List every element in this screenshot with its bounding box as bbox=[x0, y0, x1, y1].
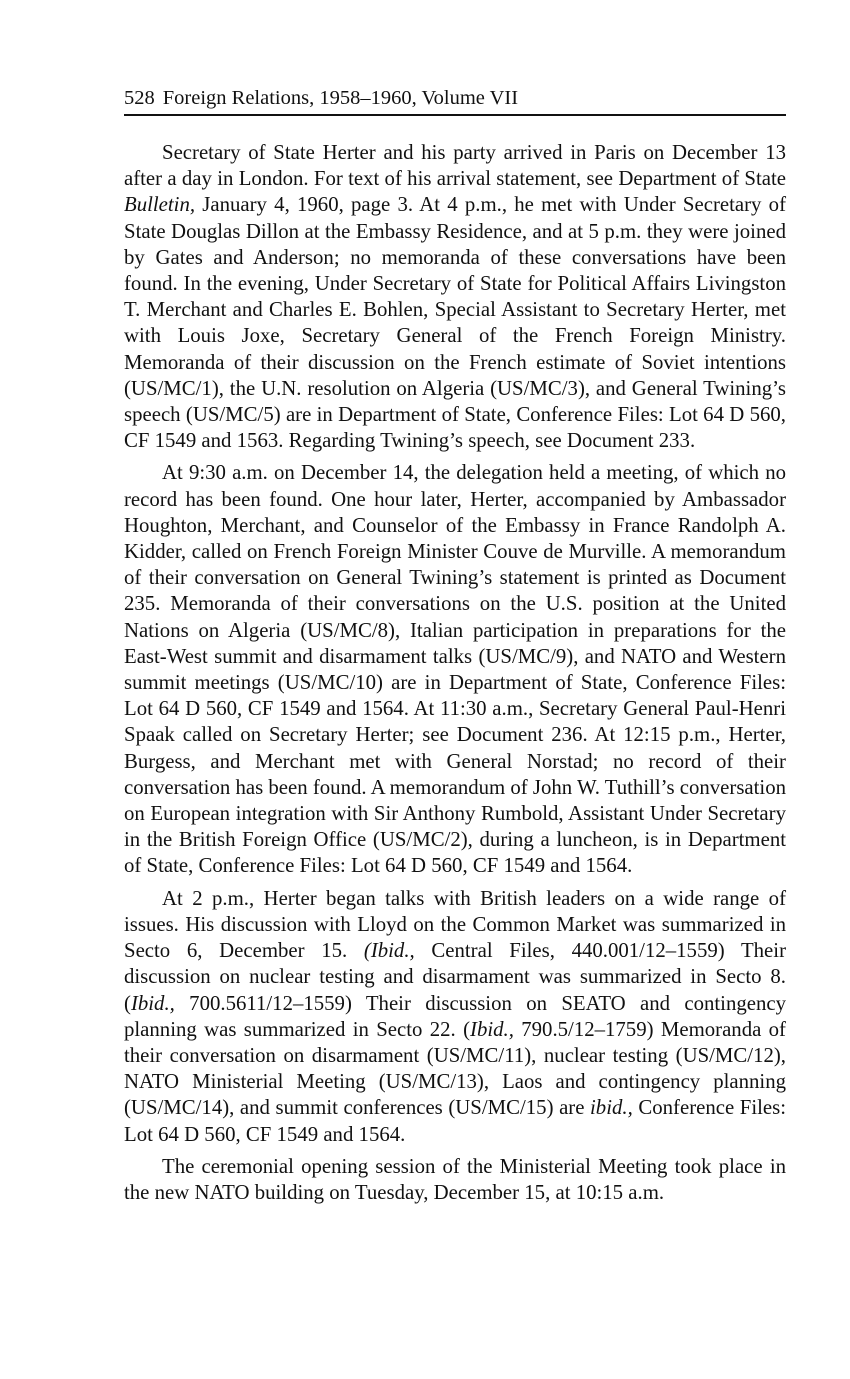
running-header bbox=[124, 84, 786, 116]
text-segment: Central Files, 440.001/12–1559) Their discussion on nuclear testing and disarmament was summarized in Secto 8. ( bbox=[124, 939, 786, 1015]
text-segment: At 2 p.m., Herter began talks with British leaders on a wide range of issues. His discussion with Lloyd on the Common Market was summarized in Secto 6, December 15. bbox=[124, 886, 786, 963]
text-segment: 790.5/12–1759) Memoranda of their conversation on disarmament (US/MC/11), nuclear testing (US/MC/12), NATO Ministerial Meeting (US/MC/13), Laos and contingency planning (US/MC/14), and summit conferences (US/MC/15) are bbox=[124, 1017, 786, 1120]
italic-text-segment: Bulletin, bbox=[124, 193, 196, 217]
paragraph bbox=[124, 460, 786, 879]
text-segment: January 4, 1960, page 3. At 4 p.m., he met with Under Secretary of State Douglas Dillon at the Embassy Residence, and at 5 p.m. they were joined by Gates and Anderson; no memoranda of these conversations have been found. In the evening, Under Secretary of State for Political Affairs Livingston T. Merchant and Charles E. Bohlen, Special Assistant to Secretary Herter, met with Louis Joxe, Secretary General of the French Foreign Ministry. Memoranda of their discussion on the French estimate of Soviet intentions (US/MC/1), the U.N. resolution on Algeria (US/MC/3), and General Twining’s speech (US/MC/5) are in Department of State, Conference Files: Lot 64 D 560, CF 1549 and 1563. Regarding Twining’s speech, see Document 233. bbox=[124, 193, 786, 453]
italic-text-segment: ibid., bbox=[590, 1096, 633, 1120]
document-page bbox=[124, 84, 786, 1212]
text-segment: At 9:30 a.m. on December 14, the delegation held a meeting, of which no record has been found. One hour later, Herter, accompanied by Ambassador Houghton, Merchant, and Counselor of the Embassy in France Randolph A. Kidder, called on French Foreign Minister Couve de Murville. A memorandum of their conversation on General Twining’s statement is printed as Document 235. Memoranda of their conversations on the U.S. position at the United Nations on Algeria (US/MC/8), Italian participation in preparations for the East-West summit and disarmament talks (US/MC/9), and NATO and Western summit meetings (US/MC/10) are in Department of State, Conference Files: Lot 64 D 560, CF 1549 and 1564. At 11:30 a.m., Secretary General Paul-Henri Spaak called on Secretary Herter; see Document 236. At 12:15 p.m., Herter, Burgess, and Merchant met with General Norstad; no record of their conversation has been found. A memorandum of John W. Tuthill’s conversation on European integration with Sir Anthony Rumbold, Assistant Under Secretary in the British Foreign Office (US/MC/2), during a luncheon, is in Department of State, Conference Files: Lot 64 D 560, CF 1549 and 1564. bbox=[124, 461, 786, 878]
page-number: 528 bbox=[124, 87, 155, 109]
paragraph bbox=[124, 1154, 786, 1206]
paragraph bbox=[124, 140, 786, 454]
running-title: Foreign Relations, 1958–1960, Volume VII bbox=[162, 87, 519, 109]
text-segment: Conference Files: Lot 64 D 560, CF 1549 and 1564. bbox=[124, 1096, 786, 1146]
text-segment: Secretary of State Herter and his party arrived in Paris on December 13 after a day in London. For text of his arrival statement, see Department of State bbox=[124, 141, 786, 191]
italic-text-segment: (Ibid., bbox=[363, 939, 415, 963]
text-segment: The ceremonial opening session of the Ministerial Meeting took place in the new NATO building on Tuesday, December 15, at 10:15 a.m. bbox=[124, 1154, 786, 1204]
text-segment: 700.5611/12–1559) Their discussion on SEATO and contingency planning was summarized in Secto 22. ( bbox=[124, 991, 786, 1041]
body-text bbox=[124, 140, 786, 1206]
paragraph bbox=[124, 886, 786, 1148]
italic-text-segment: Ibid., bbox=[470, 1017, 514, 1041]
italic-text-segment: Ibid., bbox=[130, 991, 175, 1015]
